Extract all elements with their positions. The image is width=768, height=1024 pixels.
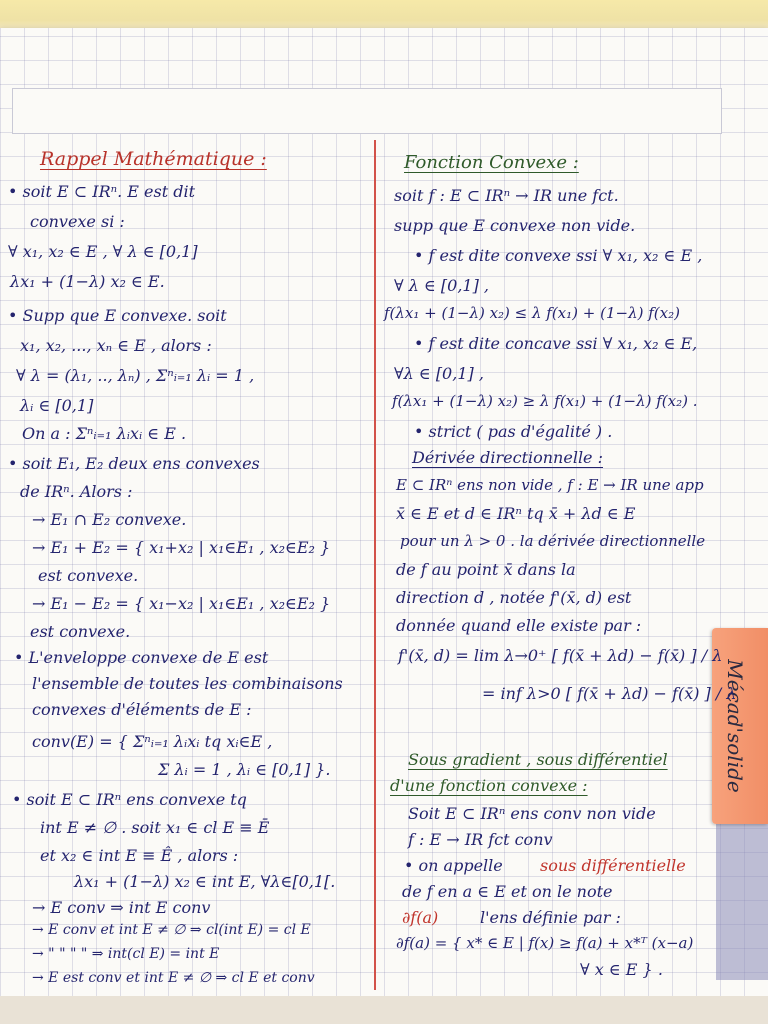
- note-line: x̄ ∈ E et d ∈ IRⁿ tq x̄ + λd ∈ E: [396, 504, 636, 523]
- note-line: ∀ x₁, x₂ ∈ E , ∀ λ ∈ [0,1]: [8, 242, 198, 261]
- note-line: • soit E ⊂ IRⁿ ens convexe tq: [12, 790, 247, 809]
- note-line: On a : Σⁿᵢ₌₁ λᵢxᵢ ∈ E .: [22, 424, 187, 443]
- note-line: → E₁ + E₂ = { x₁+x₂ | x₁∈E₁ , x₂∈E₂ }: [32, 538, 331, 557]
- note-line: • f est dite convexe ssi ∀ x₁, x₂ ∈ E ,: [414, 246, 703, 265]
- note-line: donnée quand elle existe par :: [396, 616, 642, 635]
- column-divider-line: [374, 140, 376, 990]
- highlight-notation: ∂f(a): [402, 908, 439, 927]
- note-line: → E conv et int E ≠ ∅ ⇒ cl(int E) = cl E: [32, 922, 311, 938]
- note-line: supp que E convexe non vide.: [394, 216, 636, 235]
- note-line: Soit E ⊂ IRⁿ ens conv non vide: [408, 804, 656, 823]
- note-line: → E conv ⇒ int E conv: [32, 898, 211, 917]
- note-line: f(λx₁ + (1−λ) x₂) ≥ λ f(x₁) + (1−λ) f(x₂) .: [392, 392, 698, 410]
- note-line: l'ens définie par :: [480, 908, 621, 927]
- note-line: • strict ( pas d'égalité ) .: [414, 422, 613, 441]
- note-line: de f au point x̄ dans la: [396, 560, 576, 579]
- note-line: l'ensemble de toutes les combinaisons: [32, 674, 343, 693]
- note-line: convexe si :: [30, 212, 125, 231]
- note-line: x₁, x₂, ..., xₙ ∈ E , alors :: [20, 336, 212, 355]
- note-line: → E₁ ∩ E₂ convexe.: [32, 510, 187, 529]
- note-line: f'(x̄, d) = lim λ→0⁺ [ f(x̄ + λd) − f(x̄) ] / λ: [398, 646, 723, 665]
- note-line: f : E → IR fct conv: [408, 830, 553, 849]
- note-line: λᵢ ∈ [0,1]: [20, 396, 94, 415]
- note-line: λx₁ + (1−λ) x₂ ∈ int E, ∀λ∈[0,1[.: [74, 872, 336, 891]
- note-line: de f en a ∈ E et on le note: [402, 882, 613, 901]
- note-line: ∀ λ = (λ₁, .., λₙ) , Σⁿᵢ₌₁ λᵢ = 1 ,: [16, 366, 255, 385]
- note-line: convexes d'éléments de E :: [32, 700, 252, 719]
- note-line: = inf λ>0 [ f(x̄ + λd) − f(x̄) ] / λ: [482, 684, 737, 703]
- left-title: Rappel Mathématique :: [40, 148, 267, 170]
- note-line: direction d , notée f'(x̄, d) est: [396, 588, 632, 607]
- note-line: Σ λᵢ = 1 , λᵢ ∈ [0,1] }.: [158, 760, 331, 779]
- note-line: et x₂ ∈ int E ≡ Ê , alors :: [40, 846, 239, 865]
- note-line: f(λx₁ + (1−λ) x₂) ≤ λ f(x₁) + (1−λ) f(x₂): [384, 304, 680, 322]
- highlight-term: sous différentielle: [540, 856, 686, 875]
- section-tab-label: Mécad'solide: [723, 659, 747, 793]
- page-bottom-edge: [0, 996, 768, 1024]
- note-line: → E₁ − E₂ = { x₁−x₂ | x₁∈E₁ , x₂∈E₂ }: [32, 594, 331, 613]
- note-line: ∀λ ∈ [0,1] ,: [394, 364, 484, 383]
- note-line: λx₁ + (1−λ) x₂ ∈ E.: [10, 272, 165, 291]
- secondary-tab: [716, 820, 768, 980]
- note-line: int E ≠ ∅ . soit x₁ ∈ cl E ≡ Ē: [40, 818, 270, 837]
- note-line: ∂f(a) = { x* ∈ E | f(x) ≥ f(a) + x*ᵀ (x−a): [396, 934, 694, 952]
- note-line: E ⊂ IRⁿ ens non vide , f : E → IR une app: [396, 476, 704, 494]
- note-line: • soit E ⊂ IRⁿ. E est dit: [8, 182, 196, 201]
- note-line: • L'enveloppe convexe de E est: [14, 648, 269, 667]
- section-heading-subgradient: Sous gradient , sous différentiel: [408, 750, 668, 769]
- note-line: est convexe.: [38, 566, 139, 585]
- note-line: → E est conv et int E ≠ ∅ ⇒ cl E et conv: [32, 970, 315, 986]
- note-line: • soit E₁, E₂ deux ens convexes: [8, 454, 260, 473]
- note-line: • f est dite concave ssi ∀ x₁, x₂ ∈ E,: [414, 334, 698, 353]
- note-line: → " " " " ⇒ int(cl E) = int E: [32, 946, 220, 962]
- section-heading-directional-derivative: Dérivée directionnelle :: [412, 448, 603, 467]
- note-line: de IRⁿ. Alors :: [20, 482, 133, 501]
- note-line: conv(E) = { Σⁿᵢ₌₁ λᵢxᵢ tq xᵢ∈E ,: [32, 732, 273, 751]
- note-line: soit f : E ⊂ IRⁿ → IR une fct.: [394, 186, 619, 205]
- note-line: pour un λ > 0 . la dérivée directionnelle: [400, 532, 706, 550]
- section-heading-subgradient-2: d'une fonction convexe :: [390, 776, 588, 795]
- note-line: • on appelle: [404, 856, 503, 875]
- right-title: Fonction Convexe :: [404, 152, 579, 173]
- note-line: ∀ x ∈ E } .: [580, 960, 663, 979]
- note-line: • Supp que E convexe. soit: [8, 306, 227, 325]
- note-line: ∀ λ ∈ [0,1] ,: [394, 276, 489, 295]
- note-line: est convexe.: [30, 622, 131, 641]
- page-header-box: [12, 88, 722, 134]
